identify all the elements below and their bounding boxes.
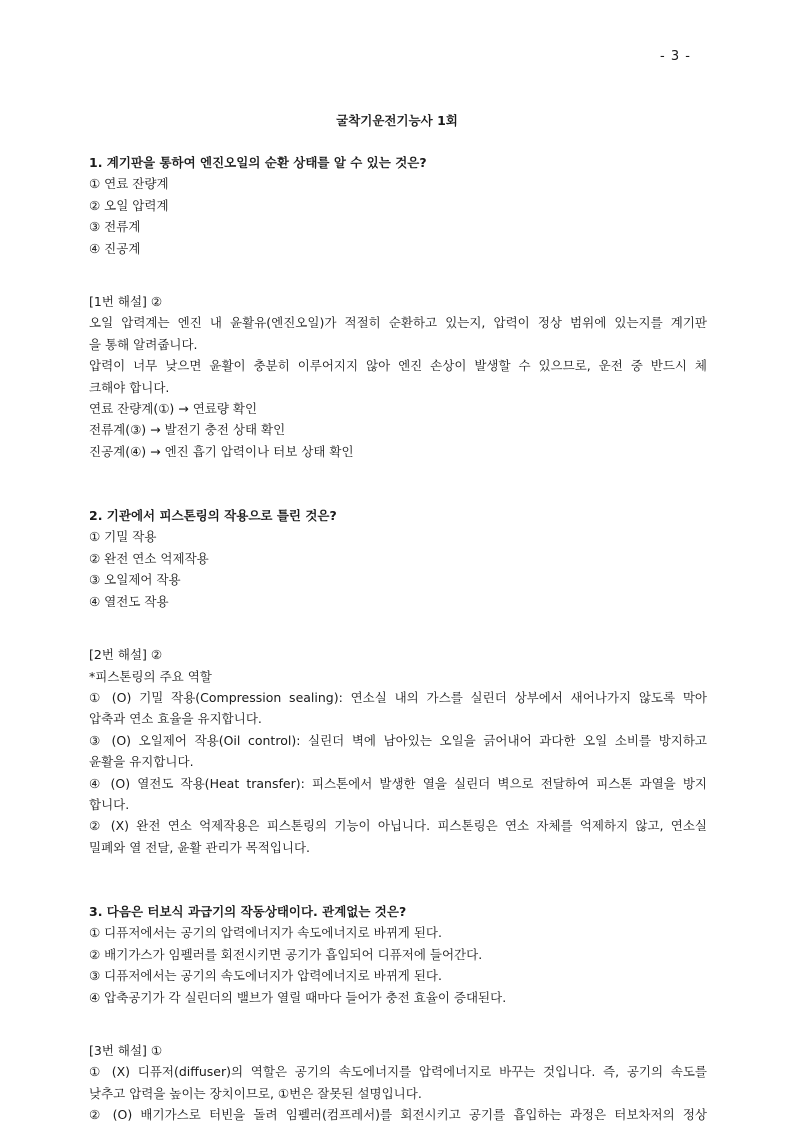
explanation-3-header: [3번 해설] ① [89, 1043, 163, 1058]
question-1-option-4: ④ 진공계 [89, 240, 141, 256]
document-body [89, 152, 707, 1126]
question-1-option-3: ③ 전류계 [89, 219, 141, 235]
explanation-2-line: 압축과 연소 효율을 유지합니다. [89, 711, 262, 727]
explanation-1-line: 을 통해 알려줍니다. [89, 336, 198, 352]
explanation-3-line: ① (X) 디퓨저(diffuser)의 역할은 공기의 속도에너지를 압력에너지로 바꾸는 것입니다. 즉, 공기의 속도를 [89, 1064, 707, 1080]
question-2-title: 2. 기관에서 피스톤링의 작용으로 틀린 것은? [89, 508, 337, 524]
question-2-option-1: ① 기밀 작용 [89, 529, 157, 545]
explanation-2-line: 밀폐와 열 전달, 윤활 관리가 목적입니다. [89, 839, 311, 855]
explanation-2-line: ① (O) 기밀 작용(Compression sealing): 연소실 내의 가스를 실린더 상부에서 새어나가지 않도록 막아 [89, 689, 707, 705]
question-2-option-4: ④ 열전도 작용 [89, 593, 169, 609]
explanation-2-line: ④ (O) 열전도 작용(Heat transfer): 피스톤에서 발생한 열을 실린더 벽으로 전달하여 피스톤 과열을 방지 [89, 775, 707, 791]
question-3-option-4: ④ 압축공기가 각 실린더의 밸브가 열릴 때마다 들어가 충전 효율이 증대된다. [89, 989, 507, 1005]
explanation-1-line: 오일 압력계는 엔진 내 윤활유(엔진오일)가 적절히 순환하고 있는지, 압력이 정상 범위에 있는지를 계기판 [89, 315, 707, 331]
question-2 [89, 505, 707, 858]
explanation-2-line: ② (X) 완전 연소 억제작용은 피스톤링의 기능이 아닙니다. 피스톤링은 연소 자체를 억제하지 않고, 연소실 [89, 818, 707, 834]
question-1-option-1: ① 연료 잔량계 [89, 176, 169, 192]
page-number: - 3 - [660, 49, 691, 64]
question-2-option-3: ③ 오일제어 작용 [89, 572, 181, 588]
explanation-2-header: [2번 해설] ② [89, 647, 163, 663]
question-3-title: 3. 다음은 터보식 과급기의 작동상태이다. 관계없는 것은? [89, 903, 407, 919]
explanation-3-line: ② (O) 배기가스로 터빈을 돌려 임펠러(컴프레서)를 회전시키고 공기를 흡입하는 과정은 터보차저의 정상 [89, 1107, 707, 1123]
question-3-option-1: ① 디퓨저에서는 공기의 압력에너지가 속도에너지로 바뀌게 된다. [89, 925, 442, 941]
explanation-1-header: [1번 해설] ② [89, 294, 163, 310]
question-1 [89, 152, 707, 462]
explanation-1-line: 크해야 합니다. [89, 379, 170, 395]
explanation-1-line: 연료 잔량계(①) → 연료량 확인 [89, 401, 258, 417]
question-3-option-2: ② 배기가스가 임펠러를 회전시키면 공기가 흡입되어 디퓨저에 들어간다. [89, 946, 483, 962]
question-3 [89, 901, 707, 1126]
question-1-title: 1. 계기판을 통하여 엔진오일의 순환 상태를 알 수 있는 것은? [89, 155, 427, 170]
explanation-2-line: ③ (O) 오일제어 작용(Oil control): 실린더 벽에 남아있는 오일을 긁어내어 과다한 오일 소비를 방지하고 [89, 732, 707, 748]
explanation-3-line: 낮추고 압력을 높이는 장치이므로, ①번은 잘못된 설명입니다. [89, 1085, 422, 1101]
question-1-option-2: ② 오일 압력계 [89, 197, 169, 213]
question-2-option-2: ② 완전 연소 억제작용 [89, 550, 209, 566]
explanation-1-line: 압력이 너무 낮으면 윤활이 충분히 이루어지지 않아 엔진 손상이 발생할 수 있으므로, 운전 중 반드시 체 [89, 358, 707, 374]
question-3-option-3: ③ 디퓨저에서는 공기의 속도에너지가 압력에너지로 바뀌게 된다. [89, 968, 442, 984]
explanation-2-line: *피스톤링의 주요 역할 [89, 668, 212, 684]
explanation-1-line: 진공계(④) → 엔진 흡기 압력이나 터보 상태 확인 [89, 443, 354, 459]
explanation-1-line: 전류계(③) → 발전기 충전 상태 확인 [89, 422, 286, 438]
explanation-2-line: 윤활을 유지합니다. [89, 754, 194, 770]
document-title: 굴착기운전기능사 1회 [336, 113, 458, 128]
explanation-2-line: 합니다. [89, 796, 130, 812]
